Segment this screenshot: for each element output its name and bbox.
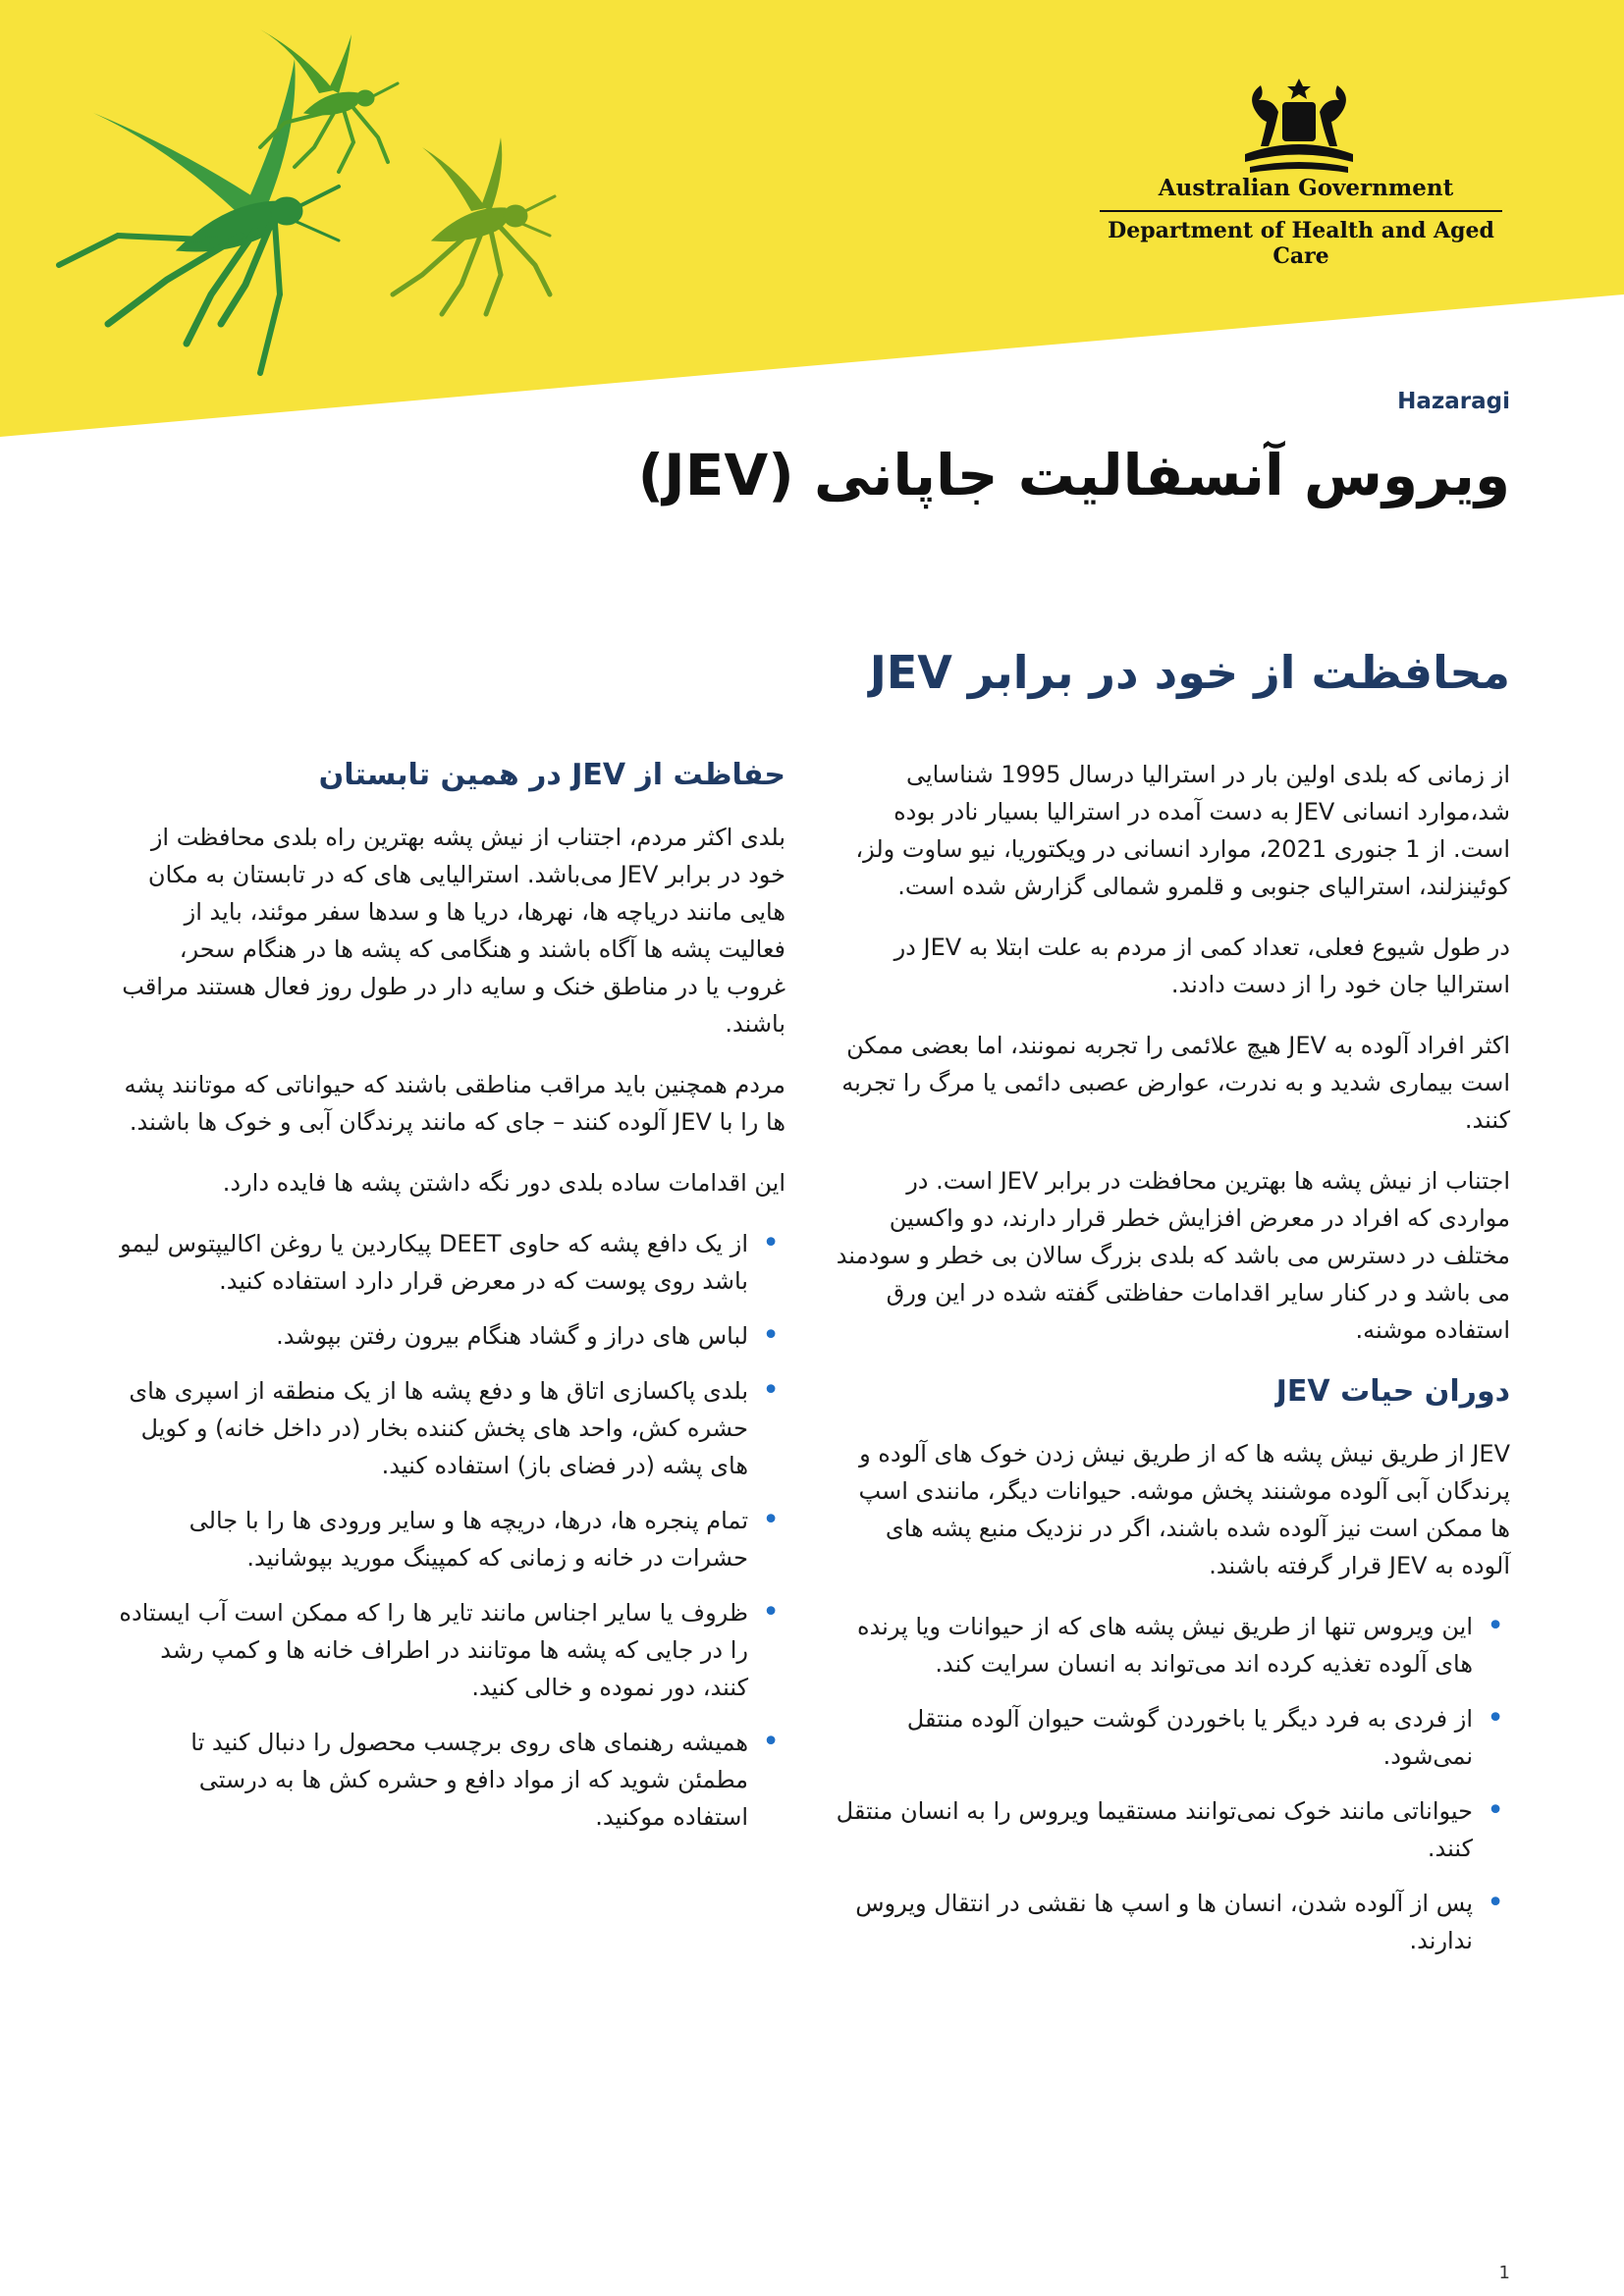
summer-protection-heading: حفاظت از JEV در همین تابستان <box>318 758 785 792</box>
lifecycle-list <box>835 1608 1510 1959</box>
list-item: • ظروف یا سایر اجناس مانند تایر ها را که ممکن است آب ایستاده را در جایی که پشه ها موتانند در اطراف خانه ها و کمپ رشد کنند، دور نموده و خالی کنید. <box>118 1594 748 1706</box>
page-number: 1 <box>1498 2263 1510 2283</box>
header-divider <box>1100 210 1502 212</box>
list-item: • تمام پنجره ها، درها، دریچه ها و سایر ورودی ها را با جالی حشرات در خانه و زمانی که کمپینگ مورید بپوشانید. <box>118 1502 748 1576</box>
language-label: Hazaragi <box>1397 389 1510 414</box>
lifecycle-paragraph: JEV از طریق نیش پشه ها که از طریق نیش زدن خوک های آلوده و پرندگان آبی آلوده موشنند پخش موشه. حیوانات دیگر، مانندی اسپ ها ممکن است نیز آلوده شده باشند، اگر در نزدیک منبع پشه های آلوده به JEV قرار گرفته باشند. <box>858 1440 1510 1579</box>
symptoms-paragraph: اکثر افراد آلوده به JEV هیچ علائمی را تجربه نمونند، اما بعضی ممکن است بیماری شدید و به ندرت، عوارض عصبی دائمی یا مرگ را تجربه کنند. <box>841 1032 1510 1134</box>
list-item: • پس از آلوده شدن، انسان ها و اسپ ها نقشی در انتقال ویروس ندارند. <box>835 1885 1473 1959</box>
intro-paragraph: از زمانی که بلدی اولین بار در استرالیا درسال 1995 شناسایی شد،موارد انسانی JEV به دست آمده در استرالیا بسیار نادر بوده است. از 1 جنوری 2021، موارد انسانی در ویکتوریا، نیو ساوت ولز، کوئینزلند، استرالیای جنوبی و قلمرو شمالی گزارش شده است. <box>855 761 1510 900</box>
measures-intro: این اقدامات ساده بلدی دور نگه داشتن پشه ها فایده دارد. <box>222 1169 785 1197</box>
list-item: • حیواناتی مانند خوک نمی‌توانند مستقیما ویروس را به انسان منتقل کنند. <box>835 1792 1473 1867</box>
summer-paragraph: بلدی اکثر مردم، اجتناب از نیش پشه بهترین راه بلدی محافظت از خود در برابر JEV می‌باشد. استرالیایی های که در تابستان به مکان هایی مانند دریاچه ها، نهرها، دریا ها و سدها سفر موئند، باید از فعالیت پشه ها آگاه باشند و هنگامی که پشه ها در هنگام سحر، غروب یا در مناطق خنک و سایه دار در طول روز فعال هستند مراقب باشند. <box>122 824 785 1038</box>
deaths-paragraph: در طول شیوع فعلی، تعداد کمی از مردم به علت ابتلا به JEV در استرالیا جان خود را از دست دادند. <box>893 934 1510 998</box>
right-column <box>835 756 1510 1977</box>
animals-paragraph: مردم همچنین باید مراقب مناطقی باشند که حیواناتی که موتانند پشه ها را با JEV آلوده کنند – جای که مانند پرندگان آبی و خوک ها باشند. <box>124 1071 785 1136</box>
coat-of-arms-icon <box>1235 71 1363 179</box>
page-title: ویروس آنسفالیت جاپانی (JEV) <box>637 442 1510 508</box>
department-name: Department of Health and Aged Care <box>1108 218 1494 269</box>
list-item: • از فردی به فرد دیگر یا باخوردن گوشت حیوان آلوده منتقل نمی‌شود. <box>835 1700 1473 1775</box>
vaccine-paragraph: اجتناب از نیش پشه ها بهترین محافظت در برابر JEV است. در مواردی که افراد در معرض افزایش خطر قرار دارند، دو واکسین مختلف در دسترس می باشد که بلدی بزرگ سالان بی خطر و سودمند می باشد و در کنار سایر اقدامات حفاظتی گفته شده در این ورق استفاده موشنه. <box>836 1167 1510 1344</box>
page-subtitle: محافظت از خود در برابر JEV <box>869 646 1510 699</box>
protection-list <box>118 1225 785 1836</box>
list-item: • همیشه رهنمای های روی برچسب محصول را دنبال کنید تا مطمئن شوید که از مواد دافع و حشره کش ها به درستی استفاده موکنید. <box>118 1724 748 1836</box>
list-item: • لباس های دراز و گشاد هنگام بیرون رفتن بپوشد. <box>118 1317 748 1355</box>
list-item: • بلدی پاکسازی اتاق ها و دفع پشه ها از یک منطقه از اسپری های حشره کش، واحد های پخش کننده بخار (در داخل خانه) و کویل های پشه (در فضای باز) استفاده کنید. <box>118 1372 748 1484</box>
list-item: • از یک دافع پشه که حاوی DEET پیکاردین یا روغن اکالیپتوس لیمو باشد روی پوست که در معرض قرار دارد استفاده کنید. <box>118 1225 748 1300</box>
lifecycle-heading: دوران حیات JEV <box>1275 1374 1510 1409</box>
list-item: • این ویروس تنها از طریق نیش پشه های که از حیوانات ویا پرنده های آلوده تغذیه کرده اند می‌تواند به انسان سرایت کند. <box>835 1608 1473 1682</box>
left-column <box>118 756 785 1853</box>
government-name: Australian Government <box>1158 175 1454 201</box>
